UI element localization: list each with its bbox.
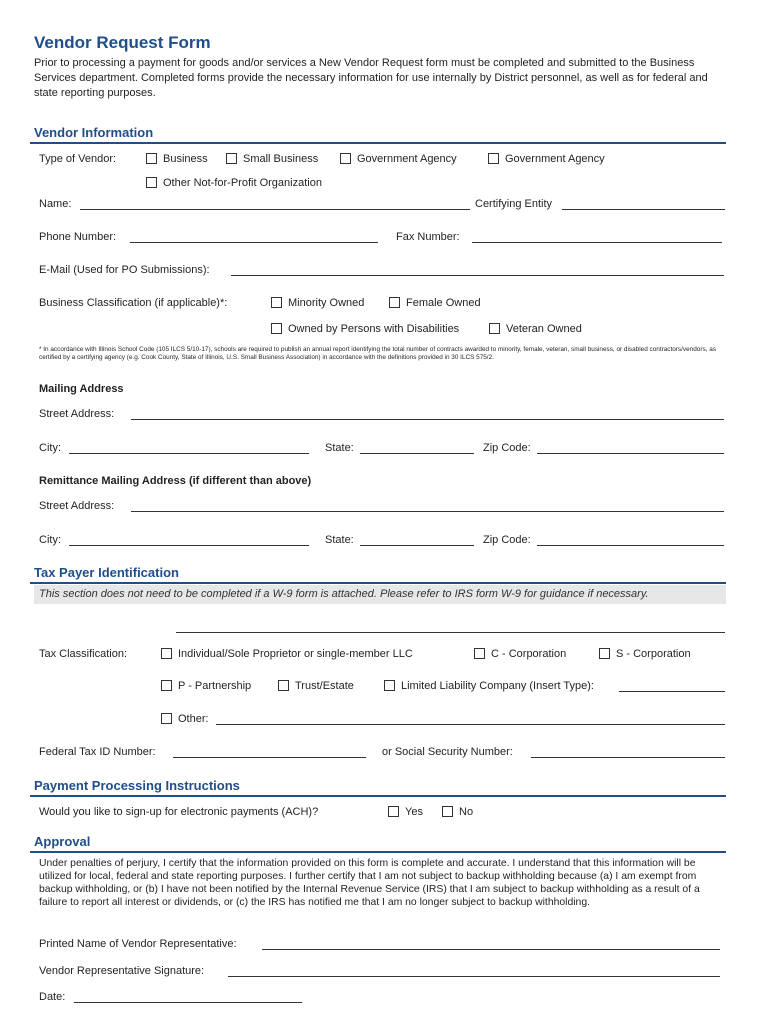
ach-no-label: No [459,806,474,818]
certifying-entity-label: Certifying Entity [475,198,553,210]
partnership-label: P - Partnership [178,680,252,692]
remittance-heading: Remittance Mailing Address (if different than above) [39,475,312,487]
c-corporation-label: C - Corporation [491,648,567,660]
printed-name-field[interactable] [262,949,720,950]
name-label: Name: [39,198,72,210]
date-label: Date: [39,991,66,1003]
s-corporation-label: S - Corporation [616,648,691,660]
other-tax-checkbox[interactable] [161,713,172,724]
mailing-street-field[interactable] [131,419,724,420]
ach-yes-label: Yes [405,806,423,818]
other-nonprofit-option-label: Other Not-for-Profit Organization [163,177,322,189]
individual-llc-label: Individual/Sole Proprietor or single-member LLC [178,648,413,660]
mailing-zip-label: Zip Code: [483,442,531,454]
mailing-state-field[interactable] [360,453,474,454]
type-of-vendor-label: Type of Vendor: [39,153,117,165]
remittance-state-field[interactable] [360,545,474,546]
section-divider [30,582,726,584]
ssn-field[interactable] [531,757,725,758]
veteran-owned-label: Veteran Owned [506,323,582,335]
signature-label: Vendor Representative Signature: [39,965,205,977]
remittance-zip-label: Zip Code: [483,534,531,546]
remittance-street-field[interactable] [131,511,724,512]
ssn-label: or Social Security Number: [382,746,513,758]
remittance-city-label: City: [39,534,61,546]
email-field[interactable] [231,275,724,276]
llc-type-field[interactable] [619,691,725,692]
remittance-city-field[interactable] [69,545,309,546]
government-agency-option-label: Government Agency [357,153,457,165]
section-payment-processing: Payment Processing Instructions [34,778,240,793]
government-agency-2-option-label: Government Agency [505,153,605,165]
partnership-checkbox[interactable] [161,680,172,691]
mailing-street-label: Street Address: [39,408,115,420]
ach-no-checkbox[interactable] [442,806,453,817]
section-divider [30,851,726,853]
mailing-city-label: City: [39,442,61,454]
signature-field[interactable] [228,976,720,977]
other-tax-field[interactable] [216,724,725,725]
business-option-label: Business [163,153,208,165]
mailing-city-field[interactable] [69,453,309,454]
female-owned-checkbox[interactable] [389,297,400,308]
s-corporation-checkbox[interactable] [599,648,610,659]
government-agency-checkbox[interactable] [340,153,351,164]
mailing-address-heading: Mailing Address [39,383,124,395]
disabilities-owned-checkbox[interactable] [271,323,282,334]
tax-note: This section does not need to be completed if a W-9 form is attached. Please refer to IRS form W-9 for guidance if necessary. [34,585,726,604]
section-divider [30,142,726,144]
form-title: Vendor Request Form [34,33,211,52]
minority-owned-label: Minority Owned [288,297,365,309]
mailing-zip-field[interactable] [537,453,724,454]
other-nonprofit-checkbox[interactable] [146,177,157,188]
section-approval: Approval [34,834,91,849]
date-field[interactable] [74,1002,302,1003]
ach-yes-checkbox[interactable] [388,806,399,817]
c-corporation-checkbox[interactable] [474,648,485,659]
remittance-state-label: State: [325,534,354,546]
remittance-zip-field[interactable] [537,545,724,546]
tax-classification-label: Tax Classification: [39,648,128,660]
small-business-checkbox[interactable] [226,153,237,164]
printed-name-label: Printed Name of Vendor Representative: [39,938,237,950]
section-divider [30,795,726,797]
llc-checkbox[interactable] [384,680,395,691]
fax-field[interactable] [472,242,722,243]
business-checkbox[interactable] [146,153,157,164]
individual-llc-checkbox[interactable] [161,648,172,659]
phone-label: Phone Number: [39,231,117,243]
small-business-option-label: Small Business [243,153,319,165]
name-field[interactable] [80,209,470,210]
other-tax-label: Other: [178,713,209,725]
federal-tax-id-label: Federal Tax ID Number: [39,746,156,758]
minority-owned-checkbox[interactable] [271,297,282,308]
trust-estate-checkbox[interactable] [278,680,289,691]
section-tax-payer-identification: Tax Payer Identification [34,565,179,580]
ach-question: Would you like to sign-up for electronic payments (ACH)? [39,806,319,818]
section-vendor-information: Vendor Information [34,125,154,140]
intro-text: Prior to processing a payment for goods and/or services a New Vendor Request form must be completed and submitted to the Business Services department. Completed forms provide the necessary information for use internally by District personnel, as well as for federal and state reporting purposes. [34,57,708,99]
fax-label: Fax Number: [396,231,460,243]
mailing-state-label: State: [325,442,354,454]
veteran-owned-checkbox[interactable] [489,323,500,334]
trust-estate-label: Trust/Estate [295,680,354,692]
certifying-entity-field[interactable] [562,209,725,210]
tax-name-field[interactable] [176,632,725,633]
business-classification-label: Business Classification (if applicable)*: [39,297,228,309]
federal-tax-id-field[interactable] [173,757,366,758]
email-label: E-Mail (Used for PO Submissions): [39,264,210,276]
footnote: * In accordance with Illinois School Code (105 ILCS 5/10-17), schools are required to publish an annual report identifying the total number of contracts awarded to minority, female, veteran, small business, or disabled contractors/vendors, as certified by a certifying agency (e.g. Cook County, State of Illinois, U.S. Small Business Association) in accordance with the definitions provided in 30 ILCS 575/2. [39,346,716,361]
disabilities-owned-label: Owned by Persons with Disabilities [288,323,460,335]
government-agency-2-checkbox[interactable] [488,153,499,164]
female-owned-label: Female Owned [406,297,481,309]
phone-field[interactable] [130,242,378,243]
llc-label: Limited Liability Company (Insert Type): [401,680,594,692]
remittance-street-label: Street Address: [39,500,115,512]
approval-text: Under penalties of perjury, I certify that the information provided on this form is complete and accurate. I understand that this information will be utilized for local, federal and state reporting purposes. I further certify that I am not subject to backup withholding because (a) I am exempt from backup withholding, or (b) I have not been notified by the Internal Revenue Service (IRS) that I am subject to backup withholding as a result of a failure to report all interest or dividends, or (c) the IRS has notified me that I am no longer subject to backup withholding. [39,858,700,908]
